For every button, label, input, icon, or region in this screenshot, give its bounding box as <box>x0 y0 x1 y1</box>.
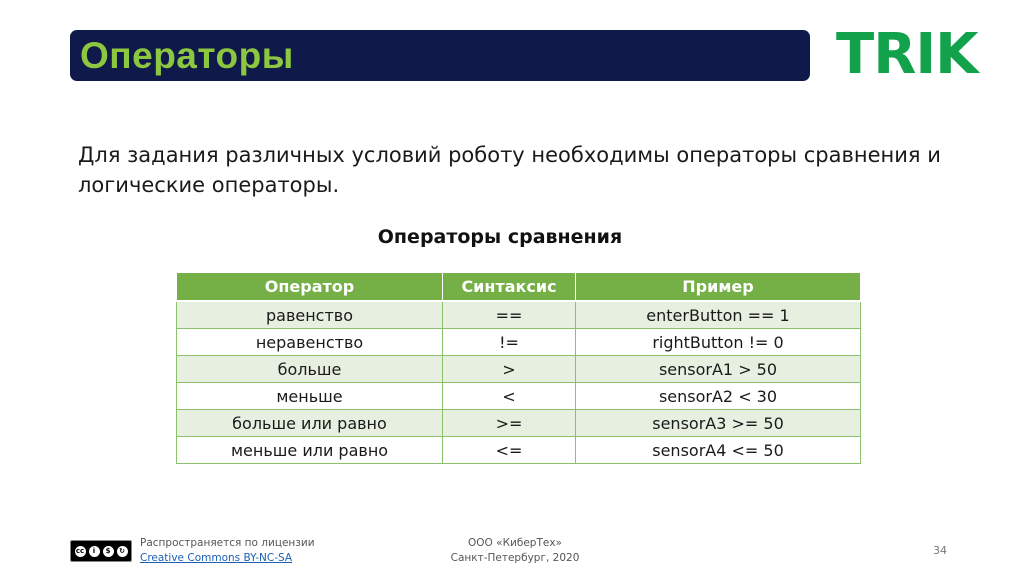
trik-logo: TRIK <box>836 22 978 87</box>
cc-by-nc-sa-icon <box>70 540 132 562</box>
license-text: Распространяется по лицензии <box>140 537 315 549</box>
column-header-operator: Оператор <box>177 273 443 302</box>
table-header-row <box>177 273 861 302</box>
example-cell: rightButton != 0 <box>576 329 861 356</box>
operator-cell: меньше или равно <box>177 437 443 464</box>
license-link[interactable]: Creative Commons BY-NC-SA <box>140 552 293 564</box>
organization-location: Санкт-Петербург, 2020 <box>450 552 580 564</box>
syntax-cell: < <box>443 383 576 410</box>
by-icon: i <box>88 545 101 558</box>
example-cell: sensorA4 <= 50 <box>576 437 861 464</box>
table-row <box>177 383 861 410</box>
column-header-syntax: Синтаксис <box>443 273 576 302</box>
table-row <box>177 356 861 383</box>
operator-cell: меньше <box>177 383 443 410</box>
syntax-cell: <= <box>443 437 576 464</box>
title-bar <box>70 30 810 81</box>
organization-name: ООО «КиберТех» <box>468 537 562 549</box>
syntax-cell: != <box>443 329 576 356</box>
page-title: Операторы <box>80 34 294 76</box>
example-cell: sensorA3 >= 50 <box>576 410 861 437</box>
column-header-example: Пример <box>576 273 861 302</box>
example-cell: sensorA1 > 50 <box>576 356 861 383</box>
example-cell: sensorA2 < 30 <box>576 383 861 410</box>
nc-icon: $ <box>102 545 115 558</box>
license-note <box>140 536 315 566</box>
table-row <box>177 410 861 437</box>
cc-icon: cc <box>74 545 87 558</box>
page-number: 34 <box>933 544 947 557</box>
table-row <box>177 437 861 464</box>
comparison-operators-table <box>176 272 861 464</box>
sa-icon: ↻ <box>116 545 129 558</box>
operator-cell: больше или равно <box>177 410 443 437</box>
intro-paragraph: Для задания различных условий роботу необходимы операторы сравнения и логические операторы. <box>78 143 941 197</box>
organization-info <box>420 536 610 566</box>
table-row <box>177 329 861 356</box>
table-title: Операторы сравнения <box>377 226 623 248</box>
operator-cell: неравенство <box>177 329 443 356</box>
operator-cell: равенство <box>177 301 443 329</box>
syntax-cell: == <box>443 301 576 329</box>
operator-cell: больше <box>177 356 443 383</box>
syntax-cell: > <box>443 356 576 383</box>
table-row <box>177 301 861 329</box>
example-cell: enterButton == 1 <box>576 301 861 329</box>
syntax-cell: >= <box>443 410 576 437</box>
